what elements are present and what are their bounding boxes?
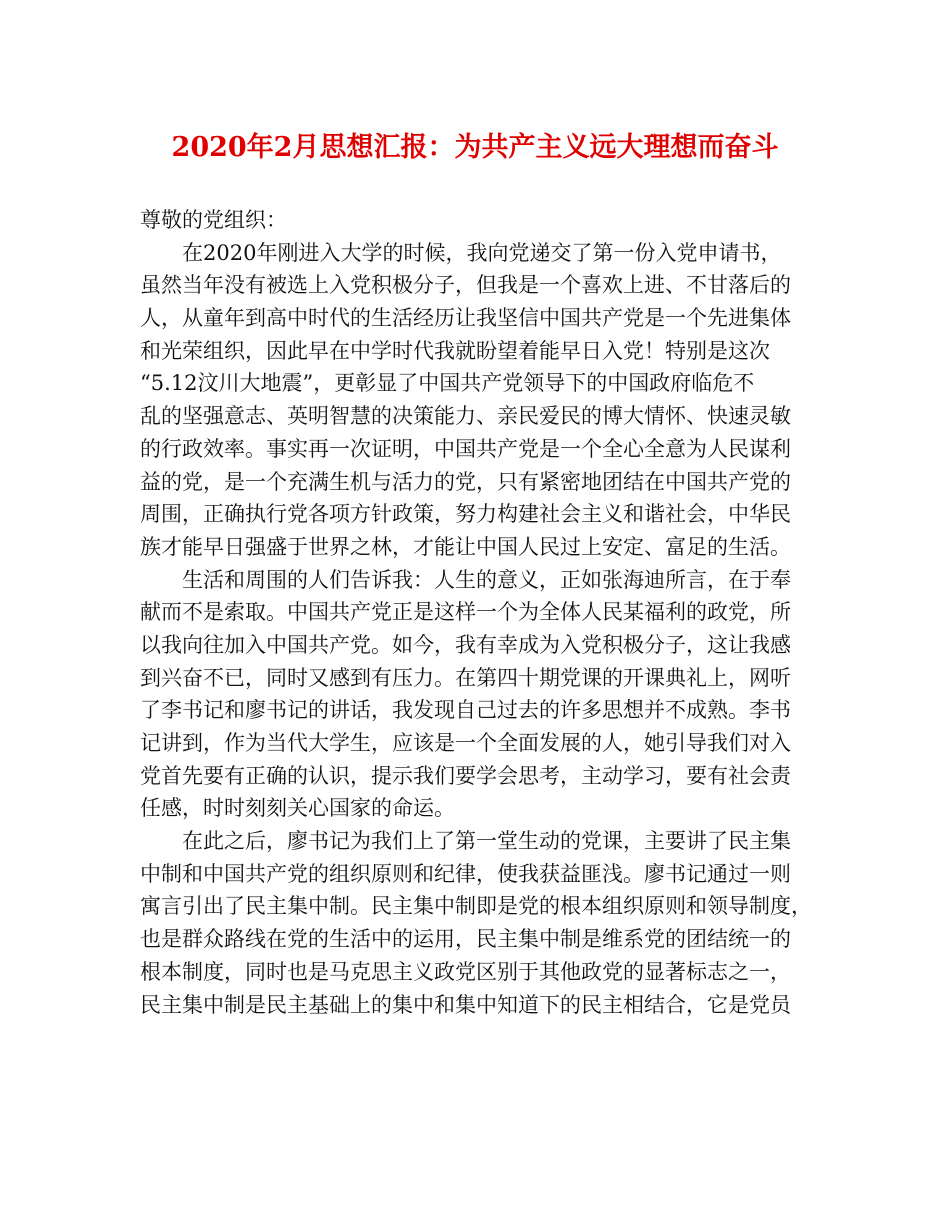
text-line: 和光荣组织，因此早在中学时代我就盼望着能早日入党！特别是这次 (140, 338, 770, 363)
text-line: 人，从童年到高中时代的生活经历让我坚信中国共产党是一个先进集体 (140, 306, 791, 331)
text-line: 以我向往加入中国共产党。如今，我有幸成为入党积极分子，这让我感 (140, 632, 791, 657)
text-line: 根本制度，同时也是马克思主义政党区别于其他政党的显著标志之一， (140, 959, 791, 984)
document-body (140, 204, 830, 1021)
text-line: 尊敬的党组织： (140, 208, 287, 232)
text-line: 益的党，是一个充满生机与活力的党，只有紧密地团结在中国共产党的 (140, 469, 791, 494)
document-title: 2020年2月思想汇报：为共产主义远大理想而奋斗 (171, 132, 779, 163)
paragraph-first-line: 生活和周围的人们告诉我：人生的意义，正如张海迪所言，在于奉 (182, 567, 791, 592)
paragraph-first-line: 在2020年刚进入大学的时候，我向党递交了第一份入党申请书， (182, 240, 782, 265)
text-line: 虽然当年没有被选上入党积极分子，但我是一个喜欢上进、不甘落后的 (140, 273, 791, 298)
text-line: 也是群众路线在党的生活中的运用，民主集中制是维系党的团结统一的 (140, 927, 791, 952)
text-line: 献而不是索取。中国共产党正是这样一个为全体人民某福利的政党，所 (140, 600, 791, 625)
text-line: 党首先要有正确的认识，提示我们要学会思考，主动学习，要有社会责 (140, 763, 791, 788)
text-line: “5.12汶川大地震”，更彰显了中国共产党领导下的中国政府临危不 (140, 371, 755, 396)
text-line: 任感，时时刻刻关心国家的命运。 (140, 796, 455, 821)
text-line: 记讲到，作为当代大学生，应该是一个全面发展的人，她引导我们对入 (140, 731, 791, 755)
text-line: 了李书记和廖书记的讲话，我发现自己过去的许多思想并不成熟。李书 (140, 698, 791, 723)
text-line: 中制和中国共产党的组织原则和纪律，使我获益匪浅。廖书记通过一则 (140, 861, 791, 886)
paragraph-first-line: 在此之后，廖书记为我们上了第一堂生动的党课，主要讲了民主集 (182, 829, 791, 854)
text-line: 寓言引出了民主集中制。民主集中制即是党的根本组织原则和领导制度， (140, 894, 812, 919)
text-line: 乱的坚强意志、英明智慧的决策能力、亲民爱民的博大情怀、快速灵敏 (140, 404, 791, 429)
text-line: 的行政效率。事实再一次证明，中国共产党是一个全心全意为人民谋利 (140, 436, 791, 461)
text-line: 民主集中制是民主基础上的集中和集中知道下的民主相结合，它是党员 (140, 992, 791, 1017)
text-line: 周围，正确执行党各项方针政策，努力构建社会主义和谐社会，中华民 (140, 502, 791, 527)
text-line: 族才能早日强盛于世界之林，才能让中国人民过上安定、富足的生活。 (140, 534, 791, 559)
text-line: 到兴奋不已，同时又感到有压力。在第四十期党课的开课典礼上，网听 (140, 665, 791, 690)
